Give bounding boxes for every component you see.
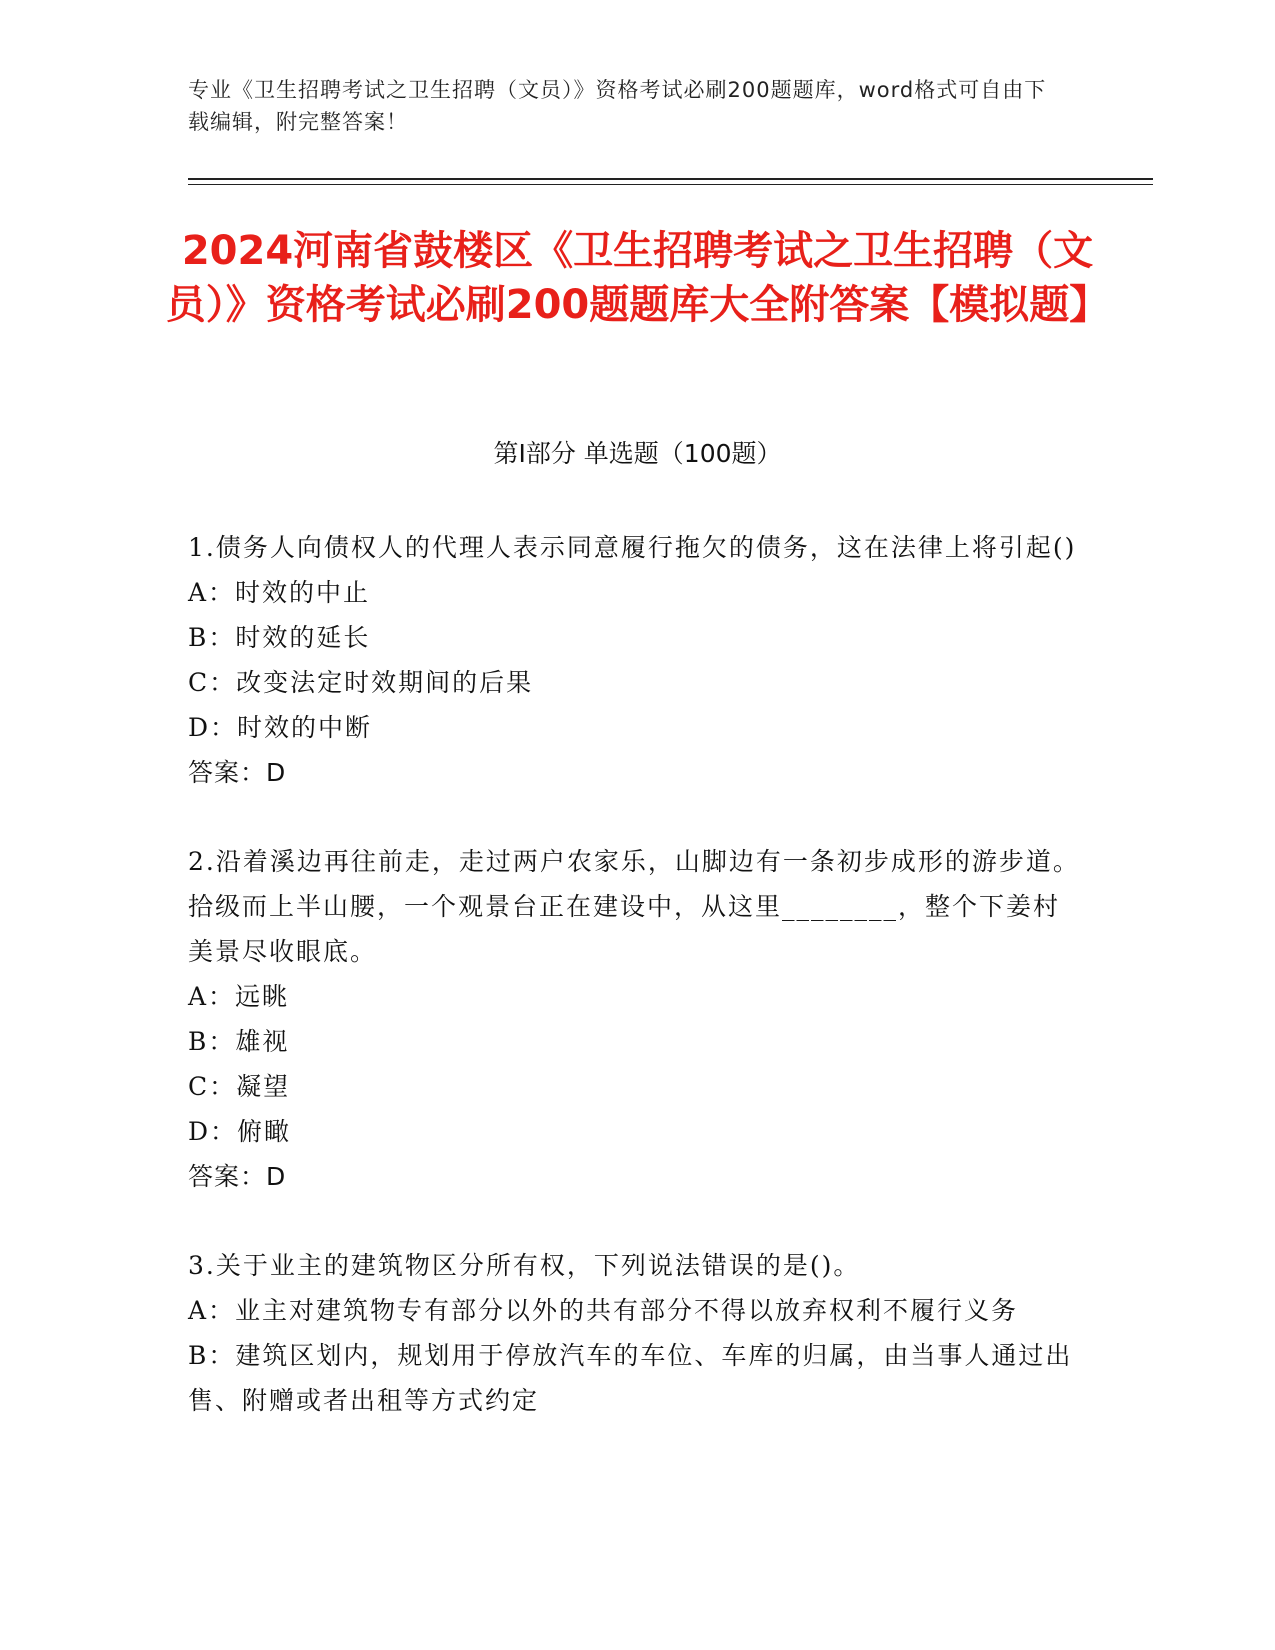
question-2-option-b: B：雄视: [188, 1027, 290, 1056]
header-divider-thick: [188, 178, 1153, 180]
question-3: [188, 1243, 1083, 1423]
question-1-option-c: C：改变法定时效期间的后果: [188, 668, 534, 697]
question-2-answer: 答案：D: [188, 1162, 287, 1191]
question-1: [188, 525, 1083, 795]
question-1-option-b: B：时效的延长: [188, 623, 371, 652]
header-note: 专业《卫生招聘考试之卫生招聘（文员）》资格考试必刷200题题库，word格式可自由下载编辑，附完整答案！: [188, 78, 1047, 134]
question-list: [188, 525, 1083, 1423]
question-2-option-c: C：凝望: [188, 1072, 291, 1101]
question-spacer: [188, 1199, 1083, 1243]
question-1-option-d: D：时效的中断: [188, 713, 373, 742]
question-3-text: 3.关于业主的建筑物区分所有权，下列说法错误的是()。: [188, 1251, 861, 1280]
question-2-option-a: A：远眺: [188, 982, 290, 1011]
question-1-text: 1.债务人向债权人的代理人表示同意履行拖欠的债务，这在法律上将引起(): [188, 533, 1077, 562]
section-title: 第I部分 单选题（100题）: [493, 439, 782, 468]
question-spacer: [188, 795, 1083, 839]
question-3-option-a: A：业主对建筑物专有部分以外的共有部分不得以放弃权利不履行义务: [188, 1296, 1019, 1325]
question-2: [188, 839, 1083, 1199]
document-title: 2024河南省鼓楼区《卫生招聘考试之卫生招聘（文员）》资格考试必刷200题题库大全附答案【模拟题】: [165, 228, 1110, 328]
question-3-option-b: B：建筑区划内，规划用于停放汽车的车位、车库的归属，由当事人通过出售、附赠或者出租等方式约定: [188, 1341, 1073, 1415]
header-divider-thin: [188, 184, 1153, 185]
question-1-option-a: A：时效的中止: [188, 578, 371, 607]
question-1-answer: 答案：D: [188, 758, 287, 787]
question-2-text: 2.沿着溪边再往前走，走过两户农家乐，山脚边有一条初步成形的游步道。拾级而上半山腰，一个观景台正在建设中，从这里________，整个下姜村美景尽收眼底。: [188, 847, 1080, 966]
question-2-option-d: D：俯瞰: [188, 1117, 292, 1146]
